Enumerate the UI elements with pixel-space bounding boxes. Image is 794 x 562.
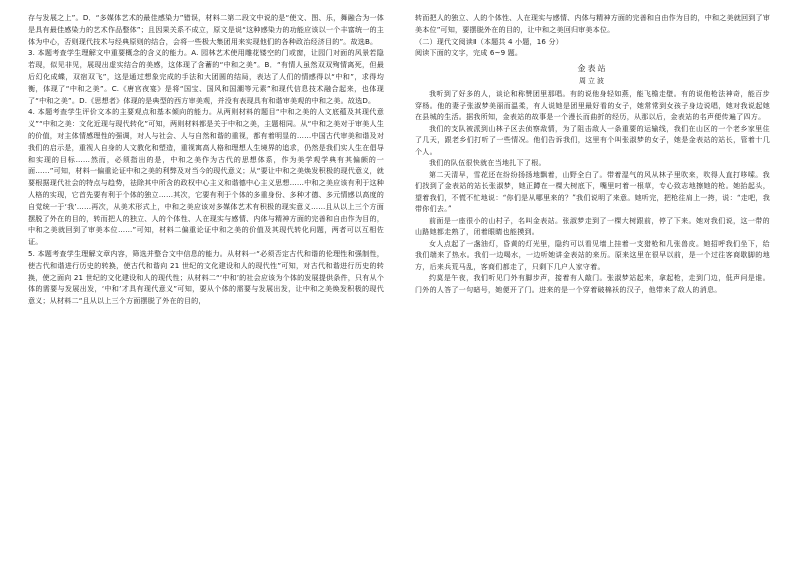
story-paragraph-5: 前面是一座很小的山村子，名叫金表站。张淑梦走到了一棵大树跟前，停了下来。她对我们说，这一带的山路她都走熟了，闭着眼睛也能摸到。 [415,216,770,237]
story-paragraph-4: 第二天清早，雪花还在纷纷扬扬地飘着，山野全白了。带着湿气的风从林子里吹来，吹得人直打哆嗦。我们找到了金表站的站长张淑梦，她正蹲在一棵大树底下，嘴里叼着一根草，专心致志地擦她的枪。她抬起头，望着我们，不慌不忙地说：“你们是从哪里来的？”我们说明了来意。她听完，把枪往肩上一挎，说：“走吧，我带你们去。” [415,170,770,214]
story-paragraph-7: 约莫是午夜，我们听见门外有脚步声，接着有人敲门。张淑梦站起来，拿起枪，走到门边，低声问是谁。门外的人答了一句暗号，她便开了门。进来的是一个穿着破棉袄的汉子，他带来了敌人的消息。 [415,274,770,294]
reading-instruction: 阅读下面的文字，完成 6~9 题。 [415,48,523,58]
answer-paragraph-5: 5. 本题考查学生理解文章内容，筛选并整合文中信息的能力。从材料一“必须否定古代和谐的伦理性和强制性，使古代和谐进行历史的转换，使古代和谐向 21 世纪的文化建设和人的现代性”可知，对古代和谐进行历史的转换，使之面向 21 世纪的文化建设和人的现代性；从材料二“‘中和’的社会应该为个体的发展提供条件，只有从个体的需要与发展出发，‘中和’才具有现代意义”可知，要从个体的需要与发展出发，让中和之美焕发积极的现代意义；从材料二“且从以上三个方面摆脱了外在的目的， [28,248,384,306]
answer-paragraph-1: 存与发展之上”。D．“多媒体艺术的最佳感染力”错误，材料二第二段文中说的是“使文、图、乐，舞融合为一体是具有最佳感染力的艺术作品整体”；且因果关系不成立，原文是说“这种感染力的功能应该以一个丰富统一的主体为中心，否则现代技术与经典原则的结合，会将一些极大集团用来实现他们的各种政治经济目的”。故选B。 [28,13,384,46]
story-paragraph-3: 我们的队伍很快就在当地扎下了根。 [429,159,546,168]
story-paragraph-1: 我听到了好多的人，谈论和称赞团里那唱。有的说他身轻如燕，能飞檐走壁。有的说他枪法神奇，能百步穿杨。他的妻子张淑梦美丽而温柔，有人说她是团里最好看的女子，她常常到女孩子身边说唱，她对我说起她在县城的生活。据我所知，金表站的故事是一个漫长而曲折的经历，从那以后，金表站的名声便传遍了四方。 [415,90,770,122]
answer-paragraph-3: 3. 本题考查学生理解文中重要概念的含义的能力。A. 园林艺术使用雕花镂空的门或窗，让园门对面的风景若隐若现，似见非见，展现出虚实结合的美感，这体现了含蓄的“中和之美”。B．“有情人虽然双双殉情离死，但最后幻化成蝶，双宿双飞”，这是通过想象完成的手法和大团圆的结局，表达了人们的情感得以“中和”，求得均衡，体现了“中和之美”。C.《唐宫夜宴》是将“国宝、国风和国潮等元素”和现代信息技术融合起来，也体现了“中和之美”。D.《思想者》体现的是典型的西方审美观，并没有表现具有和谐审美观的中和之美。故选D。 [28,48,384,105]
answer-continuation: 转而把人的独立、人的个体性、人在现实与感情、内体与精神方面的完善和自由作为目的，中和之美就回到了审美本位”可知，要摆脱外在的目的，让中和之美回归审美本位。 [415,13,770,34]
left-column [28,12,384,557]
story-title: 金表站 [577,64,608,74]
story-paragraph-6: 女人点起了一盏油灯，昏黄的灯光里，隐约可以看见墙上挂着一支猎枪和几张兽皮。她招呼我们坐下，给我们端来了热水。我们一边喝水，一边听她讲金表站的来历。原来这里在很早以前，是一个过往客商歇脚的地方，后来兵荒马乱，客商们都走了，只剩下几户人家守着。 [415,239,770,271]
story-paragraph-2: 我们的支队被派到山林子区去侦察敌情，为了阻击敌人一条重要的运输线，我们在山区的一个老乡家里住了几天，跟老乡们打听了一些情况。他们告诉我们，这里有个叫张淑梦的女子，她是金表站的站长，管着十几个人。 [415,124,770,156]
right-column [415,12,770,557]
section-heading: （二）现代文阅读Ⅱ（本题共 4 小题，16 分） [415,36,563,46]
answer-paragraph-4: 4. 本题考查学生评价文本的主要观点和基本倾向的能力。从两则材料的题目“中和之美的人文底蕴及其现代意义”“中和之美：文化近现与现代转化”可知，两则材料都是关于中和之美，主题相同。从“中和之美对于审美人生的价值，对主体情感理性的强调，对人与社会、人与自然和谐的重视，都有着明显的……中国古代审美和谐及对我们的启示是，重视人自身的人文教化和塑造，重视寓高人格和理想人生境界的追求，仍然是我们实人生在倡导和实现的目标……然而，必须指出的是，中和之美作为古代的思想体系，作为美学观学典有其偏颇的一面……”可知，材料一偏重论证中和之美的利弊及对当今的现代意义；从“要让中和之美焕发积极的现代意义，就要根据现代社会的特点与趋势，祛除其中所含的政权中心主义和谐德中心主义思想……中和之美应该有利于这种人格的实现，它首先要有利于个体的独立……其次，它要有利于个体的多重身份、多种才德、多元情感以高度的自觉统一于‘我’……再次，从美术形式上，中和之美应该对多媒体艺术有积极的现实意义……且从以上三个方面摆脱了外在的目的，转而把人的独立、人的个体性、人在现实与感情、内体与精神方面的完善和自由作为目的，中和之美就回到了审美本位……”可知，材料二偏重论证中和之美的价值及其现代转化问题，两者可以互相佐证。 [28,107,384,247]
story-author: 周立波 [579,77,606,86]
